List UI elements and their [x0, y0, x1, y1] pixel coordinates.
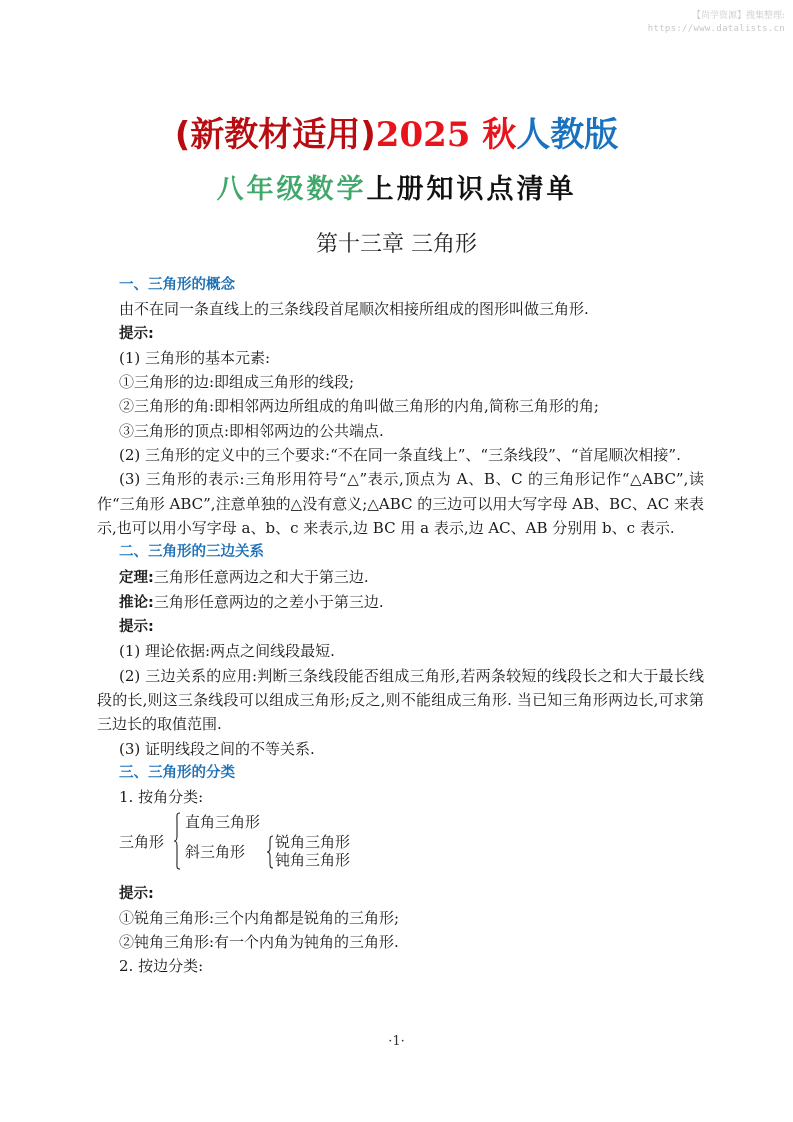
tree-obtuse-triangle: 钝角三角形 — [275, 850, 351, 869]
tree-root: 三角形 — [119, 832, 165, 851]
page-number: ·1· — [388, 1034, 405, 1049]
corollary — [97, 590, 704, 615]
list-item: ②钝角三角形:有一个内角为钝角的三角形. — [119, 933, 399, 952]
theorem-label: 定理: — [119, 569, 154, 586]
title-part-year: 2025 — [375, 115, 471, 155]
section-heading-side-relations: 二、三角形的三边关系 — [119, 544, 264, 561]
classification-tree — [119, 810, 704, 874]
tip-label: 提示: — [119, 885, 154, 902]
paragraph: (2) 三边关系的应用:判断三条线段能否组成三角形,若两条较短的线段长之和大于最长线段的长,则这三条线段可以组成三角形;反之,则不能组成三角形. 当已知三角形两边长,可求第三边长的取值范围. — [97, 666, 704, 734]
document-body — [97, 273, 704, 979]
list-item: ③三角形的顶点:即相邻两边的公共端点. — [119, 421, 384, 440]
paragraph: (3) 证明线段之间的不等关系. — [119, 739, 315, 758]
title-part-new-textbook: (新教材适用) — [174, 115, 376, 155]
watermark-url: https://www.datalists.cn — [647, 24, 785, 34]
tree-acute-triangle: 锐角三角形 — [275, 832, 351, 851]
theorem-text: 三角形任意两边之和大于第三边. — [153, 567, 369, 586]
brace-icon — [173, 812, 181, 870]
subtitle-grade-subject: 八年级数学 — [216, 174, 367, 205]
brace-icon — [266, 835, 274, 869]
list-item: ①锐角三角形:三个内角都是锐角的三角形; — [119, 908, 400, 927]
document-subtitle — [0, 170, 793, 210]
list-item: ①三角形的边:即组成三角形的线段; — [119, 373, 355, 392]
paragraph: (2) 三角形的定义中的三个要求:“不在同一条直线上”、“三条线段”、“首尾顺次相接”. — [119, 446, 681, 465]
document-title — [0, 112, 793, 158]
list-item: ②三角形的角:即相邻两边所组成的角叫做三角形的内角,简称三角形的角; — [119, 397, 599, 416]
classify-by-side: 2. 按边分类: — [119, 957, 204, 976]
chapter-title: 第十三章 三角形 — [316, 232, 477, 257]
tree-right-triangle: 直角三角形 — [185, 812, 261, 831]
corollary-label: 推论: — [119, 594, 154, 611]
tip-label: 提示: — [119, 619, 154, 636]
paragraph: (1) 三角形的基本元素: — [119, 348, 271, 367]
watermark — [648, 10, 785, 36]
section-heading-concept: 一、三角形的概念 — [119, 277, 235, 293]
corollary-text: 三角形任意两边的之差小于第三边. — [153, 592, 384, 611]
classify-by-angle: 1. 按角分类: — [119, 788, 204, 807]
title-part-edition: 人教版 — [516, 115, 619, 155]
tip-label: 提示: — [119, 325, 154, 342]
subtitle-checklist: 上册知识点清单 — [366, 174, 577, 205]
title-part-autumn: 秋 — [470, 115, 517, 155]
section-heading-classification: 三、三角形的分类 — [119, 764, 235, 781]
watermark-source: 【尚学资源】搜集整理: — [691, 11, 785, 21]
paragraph: (3) 三角形的表示:三角形用符号“△”表示,顶点为 A、B、C 的三角形记作“△ABC”,读作“三角形 ABC”,注意单独的△没有意义;△ABC 的三边可以用大写字母 AB、BC、AC 来表示,也可以用小写字母 a、b、c 来表示,边 BC 用 a 表示,边 AC、AB 分别用 b、c 表示. — [97, 470, 704, 537]
theorem — [97, 565, 704, 590]
definition-text: 由不在同一条直线上的三条线段首尾顺次相接所组成的图形叫做三角形. — [119, 300, 589, 319]
paragraph: (1) 理论依据:两点之间线段最短. — [119, 642, 335, 661]
tree-oblique-triangle: 斜三角形 — [185, 842, 246, 861]
